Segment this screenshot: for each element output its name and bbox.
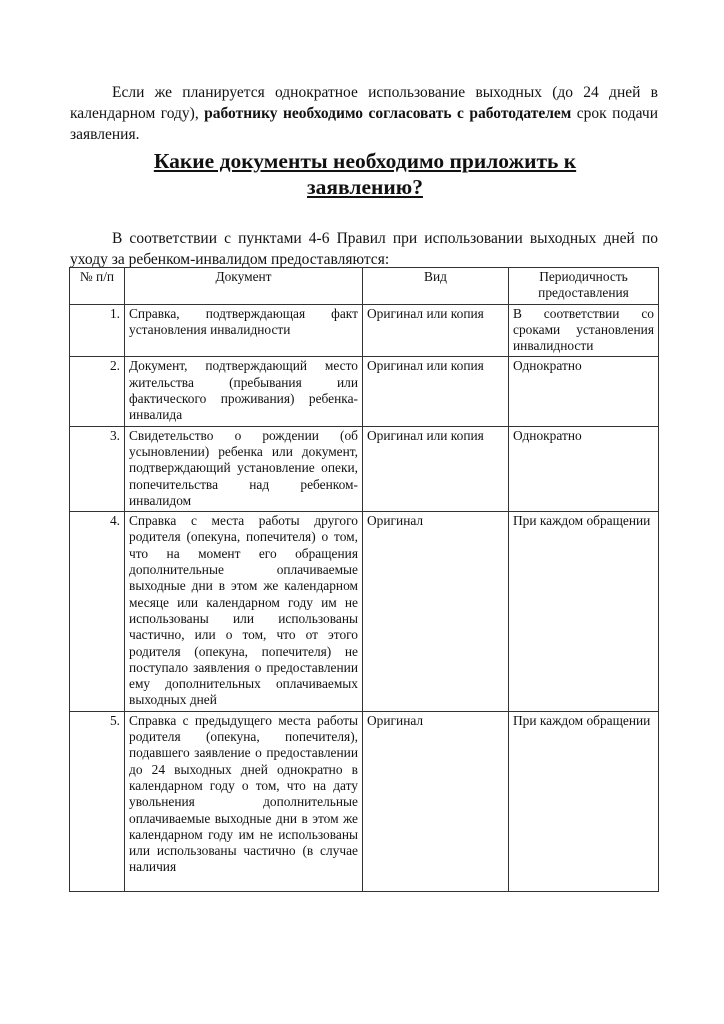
row-kind: Оригинал или копия (363, 357, 509, 426)
header-kind: Вид (363, 268, 509, 305)
row-number: 2. (70, 357, 125, 426)
table-row (70, 711, 659, 891)
intro-text-after: срок подачи заявления. (70, 104, 658, 143)
table-row (70, 512, 659, 712)
row-document: Документ, подтверждающий место жительства (пребывания или фактического проживания) ребенка-инвалида (125, 357, 363, 426)
row-document: Свидетельство о рождении (об усыновлении) ребенка или документ, подтверждающий установление опеки, попечительства над ребенком-инвалидом (125, 426, 363, 511)
section-heading: Какие документы необходимо приложить к заявлению? (153, 149, 577, 199)
row-periodicity: Однократно (509, 357, 659, 426)
lead-text: В соответствии с пунктами 4-6 Правил при использовании выходных дней по уходу за ребенком-инвалидом предоставляются: (70, 229, 658, 268)
row-document: Справка с предыдущего места работы родителя (опекуна, попечителя), подавшего заявление о предоставлении до 24 выходных дней однократно в календарном году о том, что на дату увольнения дополнительные оплачиваемые выходные дни в этом же календарном году им не использованы или использованы частично (в случае наличия (125, 711, 363, 891)
row-periodicity: В соответствии со сроками установления инвалидности (509, 304, 659, 357)
row-document: Справка с места работы другого родителя (опекуна, попечителя) о том, что на момент его обращения дополнительные оплачиваемые выходные дни в этом же календарном месяце или календарном году им не использованы или использованы частично, или о том, что от этого родителя (опекуна, попечителя) не поступало заявления о предоставлении ему дополнительных оплачиваемых выходных дней (125, 512, 363, 712)
table-header-row (70, 268, 659, 305)
table-row (70, 304, 659, 357)
row-periodicity: При каждом обращении (509, 512, 659, 712)
row-kind: Оригинал или копия (363, 304, 509, 357)
table-row (70, 357, 659, 426)
row-document: Справка, подтверждающая факт установления инвалидности (125, 304, 363, 357)
row-number: 5. (70, 711, 125, 891)
row-periodicity: Однократно (509, 426, 659, 511)
documents-table (69, 267, 659, 892)
header-number: № п/п (70, 268, 125, 305)
row-number: 1. (70, 304, 125, 357)
row-kind: Оригинал (363, 711, 509, 891)
intro-paragraph (70, 82, 658, 145)
row-number: 4. (70, 512, 125, 712)
row-number: 3. (70, 426, 125, 511)
row-periodicity: При каждом обращении (509, 711, 659, 891)
lead-paragraph (70, 228, 658, 270)
table-row (70, 426, 659, 511)
header-document: Документ (125, 268, 363, 305)
row-kind: Оригинал (363, 512, 509, 712)
intro-text-before: Если же планируется однократное использование выходных (до 24 дней в календарном году), (70, 83, 658, 122)
header-periodicity: Периодичность предоставления (509, 268, 659, 305)
intro-text-bold: работнику необходимо согласовать с работодателем (204, 104, 572, 122)
row-kind: Оригинал или копия (363, 426, 509, 511)
